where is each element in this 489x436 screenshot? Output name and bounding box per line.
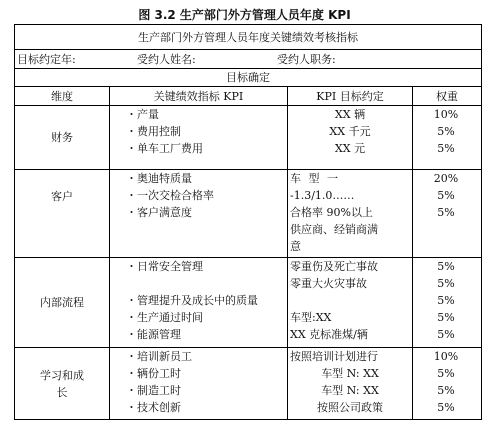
- dimension-internal-process: 内部流程: [15, 258, 110, 348]
- target-list: [288, 348, 413, 420]
- list-item: [290, 292, 410, 309]
- list-item: 5%: [437, 401, 455, 414]
- list-item: 5%: [437, 260, 455, 273]
- list-item: 5%: [437, 206, 455, 219]
- list-item: 5%: [437, 328, 455, 341]
- list-item: 5%: [437, 277, 455, 290]
- list-item: ・制造工时: [126, 384, 181, 397]
- list-item: 零重伤及死亡事故: [290, 260, 378, 273]
- list-item: -1.3/1.0……: [290, 189, 355, 202]
- list-item: 意: [290, 240, 301, 253]
- list-item: ・客户满意度: [126, 206, 192, 219]
- list-item: ・费用控制: [126, 125, 181, 138]
- list-item: XX 千元: [329, 125, 371, 138]
- list-item: ・技术创新: [126, 401, 181, 414]
- list-item: 车型:XX: [290, 311, 332, 324]
- list-item: ・产量: [126, 108, 159, 121]
- list-item: ・单车工厂费用: [126, 142, 203, 155]
- list-item: ・日常安全管理: [126, 260, 203, 273]
- kpi-list: [110, 258, 288, 348]
- kpi-table: [14, 24, 482, 420]
- table-row: [15, 348, 482, 420]
- list-item: [126, 275, 285, 292]
- list-item: 5%: [437, 294, 455, 307]
- list-item: ・一次交检合格率: [126, 189, 214, 202]
- list-item: ・管理提升及成长中的质量: [126, 294, 258, 307]
- list-item: 10%: [433, 350, 459, 363]
- list-item: ・辆份工时: [126, 367, 181, 380]
- list-item: ・培训新员工: [126, 350, 192, 363]
- list-item: 5%: [437, 311, 455, 324]
- list-item: 合格率 90%以上: [290, 206, 373, 219]
- table-row: [15, 170, 482, 258]
- list-item: 5%: [437, 189, 455, 202]
- list-item: 车 型 一: [290, 172, 340, 185]
- list-item: 10%: [433, 108, 459, 121]
- list-item: 按照培训计划进行: [290, 350, 378, 363]
- target-list: [288, 170, 413, 258]
- list-item: 5%: [437, 142, 455, 155]
- target-list: [288, 106, 413, 170]
- list-item: XX 辆: [334, 108, 366, 121]
- dimension-learning-growth: [15, 348, 110, 420]
- kpi-list: [110, 106, 288, 170]
- list-item: 5%: [437, 367, 455, 380]
- list-item: XX 元: [334, 142, 366, 155]
- list-item: 20%: [433, 172, 459, 185]
- table-title: 生产部门外方管理人员年度关键绩效考核指标: [15, 25, 482, 50]
- header-weight: 权重: [413, 87, 482, 106]
- list-item: 车型 N: XX: [321, 367, 379, 380]
- dimension-finance: 财务: [15, 106, 110, 170]
- kpi-list: [110, 348, 288, 420]
- list-item: 5%: [437, 125, 455, 138]
- header-dimension: 维度: [15, 87, 110, 106]
- list-item: XX 克标准煤/辆: [290, 328, 368, 341]
- info-row: [15, 50, 482, 69]
- section-label: 目标确定: [15, 69, 482, 87]
- list-item: 5%: [437, 384, 455, 397]
- weight-list: [413, 106, 482, 170]
- dimension-customer: 客户: [15, 170, 110, 258]
- table-row: [15, 106, 482, 170]
- dimension-line: 学习和成: [40, 368, 84, 382]
- assignee-name-label: 受约人姓名:: [137, 52, 196, 66]
- header-target: KPI 目标约定: [288, 87, 413, 106]
- weight-list: [413, 170, 482, 258]
- kpi-list: [110, 170, 288, 258]
- table-row: [15, 258, 482, 348]
- list-item: 按照公司政策: [317, 401, 383, 414]
- assignee-title-label: 受约人职务:: [277, 52, 336, 66]
- weight-list: [413, 348, 482, 420]
- list-item: 车型 N: XX: [321, 384, 379, 397]
- target-list: [288, 258, 413, 348]
- dimension-line: 长: [56, 385, 68, 399]
- list-item: ・生产通过时间: [126, 311, 203, 324]
- target-year-label: 目标约定年:: [17, 52, 76, 66]
- list-item: 供应商、经销商满: [290, 223, 378, 236]
- list-item: ・奥迪特质量: [126, 172, 192, 185]
- list-item: ・能源管理: [126, 328, 181, 341]
- weight-list: [413, 258, 482, 348]
- figure-caption: 图 3.2 生产部门外方管理人员年度 KPI: [138, 8, 351, 22]
- list-item: 零重大火灾事故: [290, 277, 367, 290]
- header-kpi: 关键绩效指标 KPI: [110, 87, 288, 106]
